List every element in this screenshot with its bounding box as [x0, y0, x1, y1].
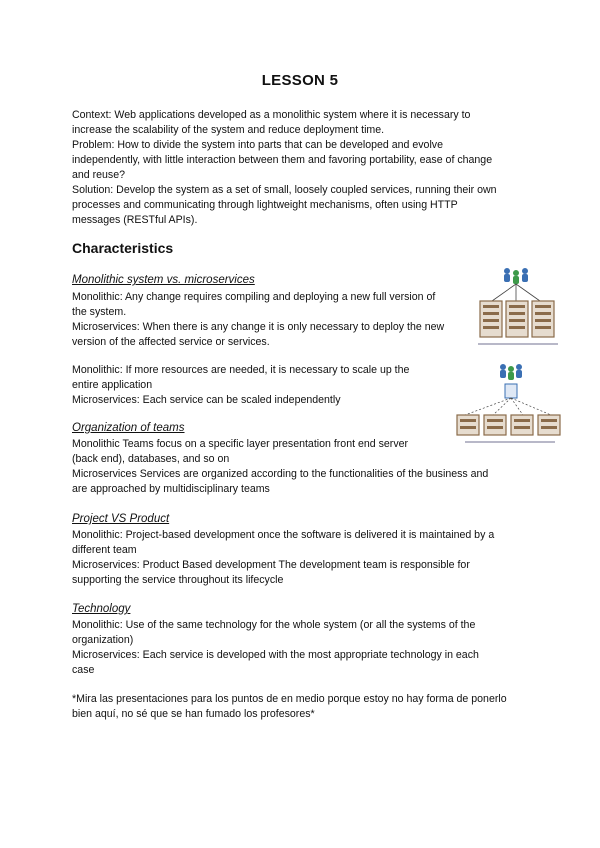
technology-block — [72, 618, 479, 678]
caption-line — [465, 441, 555, 443]
footnote — [72, 692, 507, 722]
text-line: Monolithic: Use of the same technology for the whole system (or all the systems of the — [72, 619, 476, 631]
text-line: the system. — [72, 306, 127, 318]
technology-heading: Technology — [72, 603, 131, 615]
balancer-icon — [505, 384, 517, 398]
intro-line: Solution: Develop the system as a set of small, loosely coupled services, running their own — [72, 184, 497, 196]
project-heading: Project VS Product — [72, 513, 170, 525]
microservices-diagram — [470, 264, 570, 354]
text-line: Monolithic: If more resources are needed, it is necessary to scale up the — [72, 364, 410, 376]
text-line: supporting the service throughout its lifecycle — [72, 574, 284, 586]
page-title: LESSON 5 — [261, 72, 339, 89]
text-line: entire application — [72, 379, 153, 391]
text-line: different team — [72, 544, 137, 556]
text-line: Microservices: Product Based development The development team is responsible for — [72, 559, 470, 571]
characteristics-heading: Characteristics — [72, 240, 174, 256]
text-line: Monolithic: Any change requires compiling and deploying a new full version of — [72, 291, 436, 303]
users-icon — [500, 364, 522, 380]
monolithic-block-1 — [72, 290, 444, 350]
text-line: version of the affected service or services. — [72, 336, 270, 348]
scaling-diagram — [455, 360, 565, 448]
intro-line: processes and communicating through lightweight mechanisms, often using HTTP — [72, 199, 458, 211]
text-line: Microservices: When there is any change it is only necessary to deploy the new — [72, 321, 445, 333]
monolithic-heading: Monolithic system vs. microservices — [72, 274, 255, 286]
text-line: Microservices: Each service is developed with the most appropriate technology in each — [72, 649, 479, 661]
teams-block — [72, 437, 488, 497]
footnote-line: bien aquí, no sé que se han fumado los profesores* — [72, 708, 315, 720]
intro-line: Problem: How to divide the system into parts that can be developed and evolve — [72, 139, 443, 151]
teams-heading: Organization of teams — [72, 422, 185, 434]
text-line: (back end), databases, and so on — [72, 453, 230, 465]
intro-line: Context: Web applications developed as a monolithic system where it is necessary to — [72, 109, 471, 121]
intro-line: and reuse? — [72, 169, 126, 181]
text-line: case — [72, 664, 95, 676]
text-line: organization) — [72, 634, 134, 646]
footnote-line: *Mira las presentaciones para los puntos de en medio porque estoy no hay forma de ponerlo — [72, 693, 507, 705]
intro-line: messages (RESTful APIs). — [72, 214, 198, 226]
project-block — [72, 528, 494, 588]
text-line: Microservices Services are organized according to the functionalities of the business and — [72, 468, 489, 480]
intro-paragraph — [72, 108, 497, 228]
caption-line — [478, 343, 558, 345]
server-icon — [457, 415, 560, 435]
connector-lines — [465, 398, 551, 415]
text-line: are approached by multidisciplinary teams — [72, 483, 270, 495]
intro-line: increase the scalability of the system and reduce deployment time. — [72, 124, 385, 136]
text-line: Microservices: Each service can be scaled independently — [72, 394, 341, 406]
users-icon — [504, 268, 528, 284]
monolithic-block-2 — [72, 363, 409, 408]
text-line: Monolithic Teams focus on a specific layer presentation front end server — [72, 438, 409, 450]
intro-line: independently, with little interaction between them and favoring portability, ease of change — [72, 154, 493, 166]
connector-lines — [492, 284, 540, 301]
text-line: Monolithic: Project-based development once the software is delivered it is maintained by a — [72, 529, 495, 541]
